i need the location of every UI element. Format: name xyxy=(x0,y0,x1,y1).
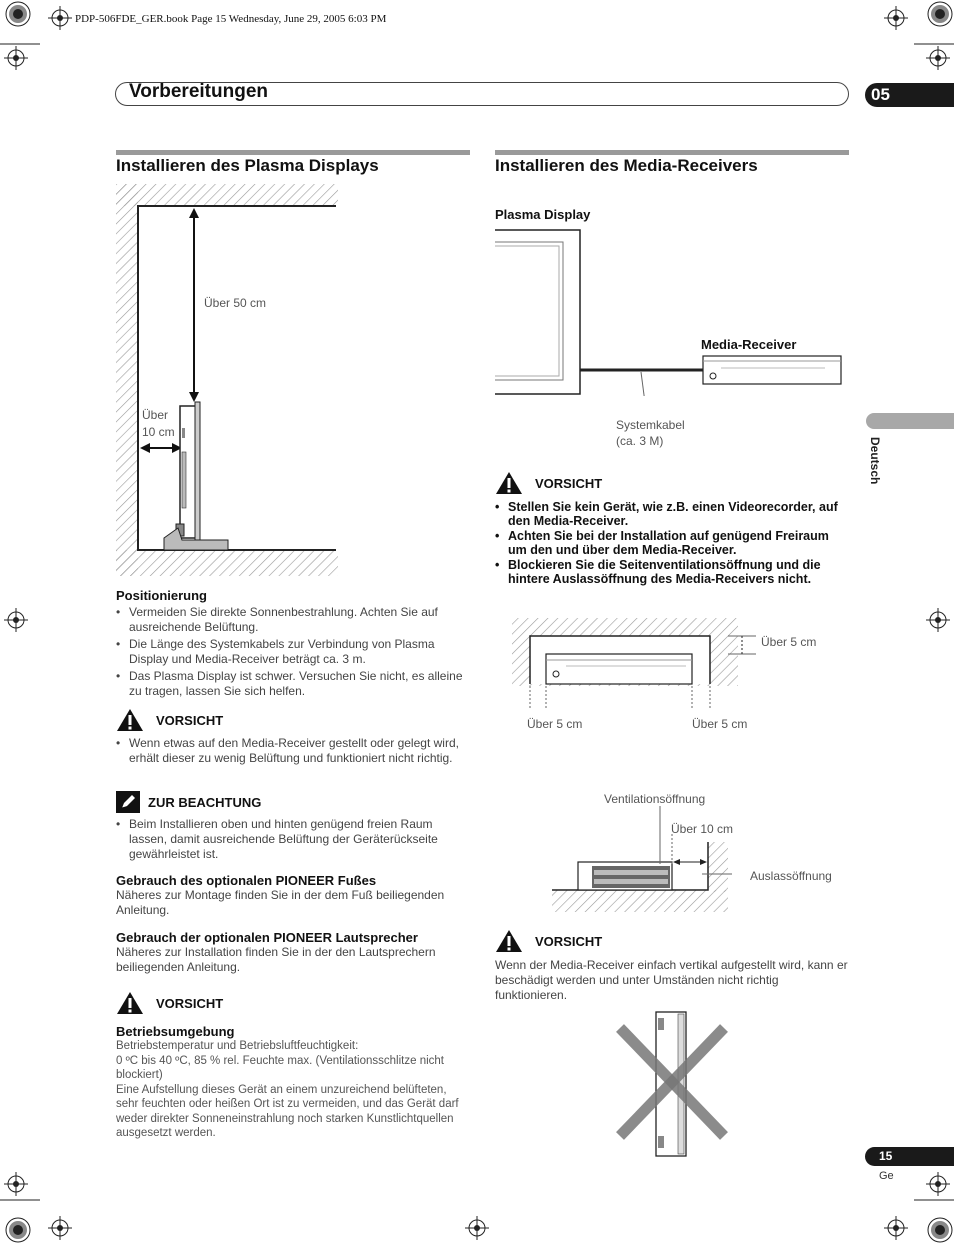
list-item: • Beim Installieren oben und hinten genügend freien Raum lassen, damit ausreichende Belüftung der Geräterückseite gewährleistet ist. xyxy=(116,817,470,862)
label-left-5cm: Über 5 cm xyxy=(527,717,583,731)
list-item: • Das Plasma Display ist schwer. Versuchen Sie nicht, es alleine zu tragen, lassen Sie sich helfen. xyxy=(116,669,470,699)
cable-label-1: Systemkabel xyxy=(616,418,685,432)
clearance-diagram-top xyxy=(510,616,760,716)
file-header: PDP-506FDE_GER.book Page 15 Wednesday, June 29, 2005 6:03 PM xyxy=(75,13,387,25)
note-label: ZUR BEACHTUNG xyxy=(148,794,262,810)
language-tab xyxy=(866,413,954,429)
left-caution-1 xyxy=(116,708,223,732)
media-receiver-label: Media-Receiver xyxy=(701,337,797,352)
right-caution-1-list xyxy=(495,501,849,588)
right-section-title: Installieren des Media-Receivers xyxy=(495,156,758,175)
cable-label-2: (ca. 3 M) xyxy=(616,434,664,448)
language-label: Deutsch xyxy=(868,437,882,485)
label-10cm: 10 cm xyxy=(142,425,175,439)
list-item: • Wenn etwas auf den Media-Receiver gestellt oder gelegt wird, erhält dieser zu wenig Belüftung und funktioniert nicht richtig. xyxy=(116,736,470,766)
feet-block xyxy=(116,873,470,918)
warning-icon xyxy=(495,471,523,495)
left-caution-1-list xyxy=(116,736,470,768)
label-right-5cm: Über 5 cm xyxy=(692,717,748,731)
list-item: • Die Länge des Systemkabels zur Verbindung von Plasma Display und Media-Receiver beträgt ca. 3 m. xyxy=(116,637,470,667)
note-block xyxy=(116,791,261,813)
label-over-10cm: Über 10 cm xyxy=(671,822,734,836)
warning-icon xyxy=(116,708,144,732)
positionierung-list xyxy=(116,605,470,699)
environment-line: Betriebstemperatur und Betriebsluftfeuchtigkeit: xyxy=(116,1040,359,1052)
list-item: • Achten Sie bei der Installation auf genügend Freiraum um den und über dem Media-Receiver. xyxy=(495,530,849,557)
right-caution-2 xyxy=(495,929,602,953)
feet-heading: Gebrauch des optionalen PIONEER Fußes xyxy=(116,873,377,888)
label-vent: Ventilationsöffnung xyxy=(604,792,706,806)
right-section-rule xyxy=(495,150,849,155)
speakers-text: Näheres zur Installation finden Sie in der den Lautsprechern beiliegenden Anleitung. xyxy=(116,945,436,974)
list-item: • Vermeiden Sie direkte Sonnenbestrahlung. Achten Sie auf ausreichende Belüftung. xyxy=(116,605,470,635)
warning-icon xyxy=(116,991,144,1015)
caution-label: VORSICHT xyxy=(156,712,224,728)
speakers-block xyxy=(116,930,470,975)
positionierung-block xyxy=(116,588,470,701)
label-over: Über xyxy=(142,408,169,422)
page-number: 15 xyxy=(865,1147,954,1166)
warning-icon xyxy=(495,929,523,953)
left-section-title: Installieren des Plasma Displays xyxy=(116,156,379,175)
caution-label: VORSICHT xyxy=(535,475,603,491)
betriebsumgebung-block xyxy=(116,1024,470,1141)
list-item: • Blockieren Sie die Seitenventilationsöffnung und die hintere Auslassöffnung des Media-Receivers nicht. xyxy=(495,559,849,586)
label-exhaust: Auslassöffnung xyxy=(750,869,832,883)
plasma-display-label: Plasma Display xyxy=(495,207,591,222)
positionierung-heading: Positionierung xyxy=(116,588,207,603)
label-over-50cm: Über 50 cm xyxy=(204,296,267,310)
pencil-note-icon xyxy=(116,791,140,813)
right-caution-2-text: Wenn der Media-Receiver einfach vertikal aufgestellt wird, kann er beschädigt werden und unter Umständen nicht richtig funktionieren. xyxy=(495,958,848,1002)
caution-label: VORSICHT xyxy=(156,995,224,1011)
speakers-heading: Gebrauch der optionalen PIONEER Lautsprecher xyxy=(116,930,418,945)
note-list xyxy=(116,817,470,864)
page-lang-code: Ge xyxy=(879,1170,894,1182)
environment-line: 0 ºC bis 40 ºC, 85 % rel. Feuchte max. (Ventilationsschlitze nicht blockiert) xyxy=(116,1054,444,1081)
label-top-5cm: Über 5 cm xyxy=(761,635,817,649)
feet-text: Näheres zur Montage finden Sie in der dem Fuß beiliegenden Anleitung. xyxy=(116,888,445,917)
environment-line: Eine Aufstellung dieses Gerät an einem unzureichend belüfteten, sehr feuchten oder heißen Ort ist zu vermeiden, und das Gerät darf weder direkter Sonneneinstrahlung noch starken Kunstlichtquellen ausgesetzt werden. xyxy=(116,1083,459,1139)
left-caution-2 xyxy=(116,991,223,1015)
chapter-title: Vorbereitungen xyxy=(129,81,268,102)
chapter-number: 05 xyxy=(865,83,954,107)
list-item: • Stellen Sie kein Gerät, wie z.B. einen Videorecorder, auf den Media-Receiver. xyxy=(495,501,849,528)
right-caution-1 xyxy=(495,471,602,495)
vertical-placement-diagram xyxy=(612,1010,732,1158)
caution-label: VORSICHT xyxy=(535,933,603,949)
betriebsumgebung-heading: Betriebsumgebung xyxy=(116,1024,235,1039)
plasma-clearance-diagram xyxy=(116,184,338,576)
connection-diagram xyxy=(495,228,845,396)
left-section-rule xyxy=(116,150,470,155)
